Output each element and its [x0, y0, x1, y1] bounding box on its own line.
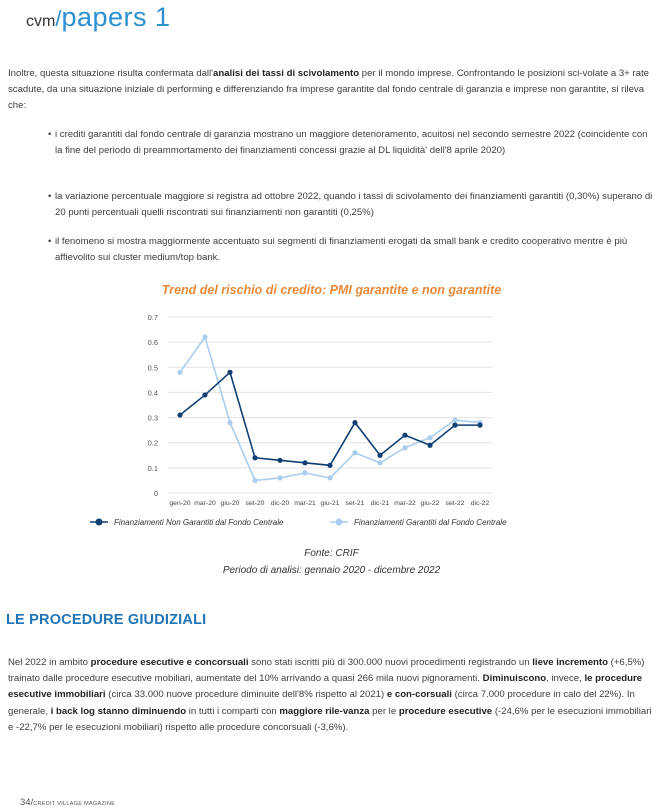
y-tick-label: 0.7 — [147, 313, 158, 322]
emphasis-text: lieve incremento — [532, 657, 608, 668]
x-tick-label: set-22 — [445, 500, 465, 507]
data-point — [327, 475, 332, 480]
series-line — [180, 337, 480, 480]
intro-paragraph — [8, 66, 652, 115]
magazine-name: CREDIT VILLAGE MAGAZINE — [33, 801, 116, 807]
data-point — [202, 392, 207, 397]
y-tick-label: 0.6 — [147, 338, 158, 348]
series-line — [180, 372, 480, 465]
x-tick-label: giu-20 — [220, 500, 240, 507]
brand-slash: / — [55, 6, 62, 31]
data-point — [402, 433, 407, 438]
x-tick-label: set-20 — [245, 500, 265, 507]
bullet-text: i crediti garantiti dal fondo centrale di garanzia mostrano un maggiore deterioramento, acuitosi nel secondo semestre 2022 (coincidente con la fine del periodo di preammortamento dei finanziamenti concessi grazie al DL liquidità' dell'8 aprile 2020) — [55, 129, 648, 157]
x-tick-label: dic-21 — [370, 500, 390, 507]
y-tick-label: 0.5 — [147, 363, 158, 373]
emphasis-text: i back log stanno diminuendo — [50, 705, 187, 717]
text-run: (circa 33.000 nuove procedure diminuite dell'8% rispetto al 2021) — [105, 689, 387, 701]
data-point — [302, 460, 307, 465]
chart-source: Fonte: CRIF — [304, 548, 359, 559]
x-tick-label: giu-21 — [320, 500, 340, 507]
y-tick-label: 0.4 — [147, 388, 158, 398]
data-point — [277, 458, 282, 463]
data-point — [177, 370, 182, 375]
emphasis-text: procedure esecutive — [398, 705, 493, 717]
bullet-dot: • — [48, 129, 52, 140]
x-tick-label: gen-20 — [169, 500, 191, 507]
x-tick-label: giu-22 — [420, 500, 440, 507]
data-point — [427, 435, 432, 440]
x-tick-label: dic-20 — [270, 500, 290, 507]
data-point — [427, 443, 432, 448]
text-run: Nel 2022 in ambito — [8, 657, 91, 668]
data-point — [327, 463, 332, 468]
data-point — [452, 423, 457, 428]
data-point — [377, 453, 382, 458]
data-point — [402, 445, 407, 450]
y-tick-label: 0.3 — [147, 413, 158, 423]
data-point — [202, 335, 207, 340]
data-point — [477, 423, 482, 428]
x-tick-label: mar-22 — [394, 500, 416, 507]
data-point — [227, 420, 232, 425]
brand-name: cvm — [26, 13, 56, 30]
data-point — [377, 460, 382, 465]
emphasis-text: Diminuiscono — [482, 673, 547, 685]
text-run: in tutti i comparti con — [186, 705, 280, 717]
emphasis-text: e con-corsuali — [386, 689, 452, 701]
data-point — [352, 420, 357, 425]
bullet-item — [48, 127, 653, 159]
y-tick-label: 0 — [153, 489, 158, 498]
page-title: papers 1 — [61, 2, 171, 32]
bullet-item — [48, 234, 653, 266]
data-point — [452, 417, 457, 422]
text-run: Inoltre, questa situazione risulta confermata dall' — [8, 68, 214, 79]
legend-swatch — [96, 519, 103, 526]
text-run: (circa 7.000 procedure in calo del 22%). In generale, — [8, 689, 635, 717]
data-point — [352, 450, 357, 455]
text-run: per le — [369, 705, 399, 717]
legend-swatch — [336, 519, 343, 526]
emphasis-text: analisi dei tassi di scivolamento — [213, 68, 360, 79]
chart-period: Periodo di analisi: gennaio 2020 - dicembre 2022 — [222, 565, 441, 576]
bullet-dot: • — [48, 191, 52, 202]
text-run: sono stati iscritti più di 300.000 nuovi procedimenti registrando un — [248, 657, 533, 668]
text-run: per il mondo imprese. Confrontando le posizioni sci-volate a 3+ rate scadute, da una situazione iniziale di performing e differenziando fra imprese garantite dal fondo centrale di garanzia e imprese non garantite, si rileva che: — [8, 68, 649, 112]
data-point — [302, 470, 307, 475]
bullet-item — [48, 189, 653, 221]
line-chart — [0, 300, 663, 540]
x-tick-label: dic-22 — [470, 500, 490, 507]
bullet-dot: • — [48, 236, 52, 247]
footer-slash: / — [30, 797, 34, 808]
data-point — [277, 475, 282, 480]
text-run: (+6,5%) trainato dalle procedure esecutive mobiliari, aumentate del 10% arrivando a quasi 266 mila nuovi pignoramenti. — [8, 657, 645, 685]
page-number: 34 — [20, 797, 31, 808]
emphasis-text: maggiore rile-vanza — [279, 705, 370, 717]
emphasis-text: procedure esecutive e concorsuali — [90, 657, 249, 668]
chart-title: Trend del rischio di credito: PMI garantite e non garantite — [161, 283, 502, 297]
y-tick-label: 0.1 — [147, 463, 158, 473]
emphasis-text: le procedure esecutive immobiliari — [8, 673, 643, 701]
x-tick-label: mar-21 — [294, 500, 316, 507]
text-run: , invece, — [546, 673, 585, 685]
y-tick-label: 0.2 — [147, 438, 158, 448]
legend-label: Finanziamenti Non Garantiti dal Fondo Centrale — [114, 518, 284, 527]
legend-label: Finanziamenti Garantiti dal Fondo Centrale — [354, 518, 507, 527]
x-tick-label: set-21 — [345, 500, 365, 507]
data-point — [177, 412, 182, 417]
section-heading: LE PROCEDURE GIUDIZIALI — [6, 612, 207, 628]
data-point — [227, 370, 232, 375]
bullet-text: la variazione percentuale maggiore si registra ad ottobre 2022, quando i tassi di scivolamento dei finanziamenti garantiti (0,30%) superano di 20 punti percentuali quelli riscontrati sui finanziamenti non garantiti (0,25%) — [55, 191, 653, 219]
data-point — [252, 455, 257, 460]
masthead-logo — [26, 2, 171, 36]
bullet-text: il fenomeno si mostra maggiormente accentuato sui segmenti di finanziamenti erogati da small bank e credito cooperativo mentre è più affievolito sui cluster medium/top bank. — [55, 236, 628, 264]
text-run: (-24,6% per le esecuzioni immobiliari e -22,7% per le esecuzioni mobiliari) rispetto alle procedure concorsuali (-3,6%). — [8, 705, 652, 733]
x-tick-label: mar-20 — [194, 500, 216, 507]
page-footer — [20, 792, 115, 810]
body-paragraph — [8, 655, 652, 736]
data-point — [252, 478, 257, 483]
